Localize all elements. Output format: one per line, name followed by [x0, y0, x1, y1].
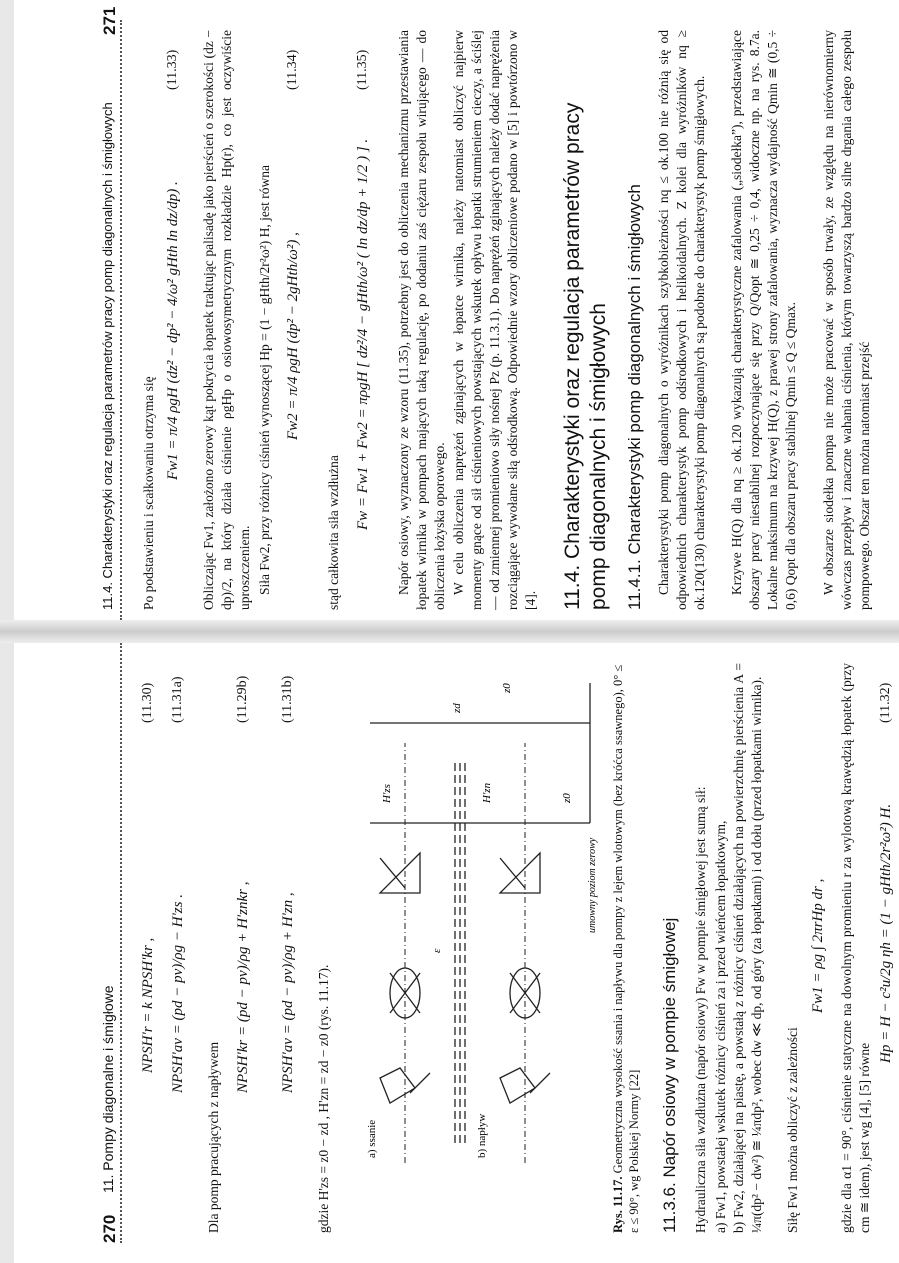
book-gutter — [0, 620, 899, 643]
equation-11-32: Hp = H − c²u/2g ηh = (1 − gHth/2r²ω²) H. — [878, 803, 894, 1063]
paragraph: Napór osiowy, wyznaczony ze wzoru (11.35), potrzebny jest do obliczenia mechanizmu przestawiania łopatek wirnika w pompach mających taką regulację, po dodaniu zaś ciężaru zespołu wirującego — do obliczenia łożyska oporowego. — [396, 30, 447, 610]
section-heading: 11.3.6. Napór osiowy w pompie śmigłowej — [660, 917, 679, 1233]
zero-level-label: umowny poziom zerowy — [587, 837, 598, 933]
paragraph: Po podstawieniu i scałkowaniu otrzyma się — [141, 376, 156, 610]
paragraph: Charakterystyki pomp diagonalnych o wyróżnikach szybkobieżności nq ≤ ok.100 nie różnią się od odpowiednich charakterystyk pomp odśrodkowych i helikoidalnych. Z kolei dla wyróżników nq ≥ ok.120(130) charakterystyki pomp diagonalnych są podobne do charakterystyk pomp śmigłowych. — [656, 30, 707, 610]
header-rule — [120, 20, 122, 620]
equation-11-35: Fw = Fw1 + Fw2 = πρgH [ dz²/4 − gHth/ω² ( ln dz/dp + 1/2 ) ] . — [355, 138, 371, 530]
paragraph: W celu obliczenia naprężeń zginających w łopatce wirnika, należy natomiast obliczyć najpierw momenty gnące od sił ciśnieniowych powstających wskutek opływu łopatki strumieniem cieczy, a ściślej — od zmiennej promieniowo siły nośnej Pz (p. 11.3.1). Do naprężeń zginających należy dodać naprężenia rozciągające wywołane siłą odśrodkową. Odpowiednie wzory obliczeniowe podano w [5] i powtórzono w [4]. — [451, 30, 538, 610]
header-rule — [120, 643, 122, 1243]
paragraph: Hydrauliczna siła wzdłużna (napór osiowy) Fw w pompie śmigłowej jest sumą sił: — [693, 786, 708, 1233]
paragraph: Dla pomp pracujących z napływem — [206, 1041, 221, 1233]
figure-11-17-diagram — [360, 663, 600, 1163]
dim-label: z0 — [561, 793, 573, 803]
paragraph: W obszarze siodełka pompa nie może pracować w sposób trwały, ze względu na nierównomierny wówczas przepływ i znaczne wahania ciśnienia, którym towarzyszą bardzo silne drgania całego zespołu pompowego. Obszar ten można natomiast przejść — [821, 30, 872, 610]
equation-number: (11.31b) — [280, 675, 295, 723]
equation-11-33: Fw1 = π/4 ρgH (dz² − dp² − 4/ω² gHth ln dz/dp) . — [165, 181, 181, 480]
equation-number: (11.30) — [140, 682, 155, 723]
paragraph: Siła Fw2, przy różnicy ciśnień wynoszącej Hp = (1 − gHth/2r²ω²) H, jest równa — [257, 165, 272, 595]
section-heading: 11.4.1. Charakterystyki pomp diagonalnych i śmigłowych — [625, 184, 644, 610]
caption-label: Rys. 11.17. — [611, 1176, 625, 1233]
angle-epsilon: ε — [431, 948, 443, 953]
right-page — [0, 0, 899, 620]
equation-fw1-integral: Fw1 = ρg ∫ 2πrHp dr , — [810, 878, 826, 1013]
equation-number: (11.35) — [355, 49, 370, 90]
page-number: 270 — [100, 1214, 119, 1243]
paragraph: gdzie dla α1 = 90°, ciśnienie statyczne na dowolnym promieniu r za wylotową krawędzią łopatek (przy cm ≅ idem), jest wg [4], [5] równe — [839, 663, 872, 1233]
paragraph: Krzywe H(Q) dla nq ≥ ok.120 wykazują charakterystyczne zafalowania („siodełka”), przedstawiające obszary pracy niestabilnej rozpoczynające się przy Q/Qopt ≅ 0,25 ÷ 0,4, widoczne np. na rys. 8.7a. Lokalne maksimum na krzywej H(Q), z prawej strony zafalowania, wyznacza wydajność Qmin ≅ (0,5 ÷ 0,6) Qopt dla obszaru pracy stabilnej Qmin ≤ Q ≤ Qmax. — [729, 30, 798, 610]
equation-11-30: NPSH'r = k NPSH'kr , — [140, 937, 156, 1073]
caption-text: Geometryczna wysokość ssania i napływu dla pompy z lejem wlotowym (bez króćca ssawnego), 0° ≤ ε ≤ 90°, wg Polskiej Normy [22] — [611, 664, 641, 1233]
equation-number: (11.34) — [285, 49, 300, 90]
paragraph: stąd całkowita siła wzdłużna — [326, 455, 341, 610]
equation-number: (11.32) — [878, 682, 893, 723]
dim-label: H'zs — [381, 784, 393, 803]
running-head: 11. Pompy diagonalne i śmigłowe — [100, 985, 116, 1193]
paragraph: Obliczając Fw1, założono zerowy kąt pokrycia łopatek traktując palisadę jako pierścień o szerokości (dz − dp)/2, na który działa ciśnienie ρgHp o osiowosymetrycznym rozkładzie Hp(r), co jest oczywiście uproszczeniem. — [201, 30, 252, 610]
equation-11-29b: NPSH'kr = (pd − pv)/ρg + H'znkr , — [235, 881, 251, 1093]
dim-label: zd — [451, 703, 463, 713]
equation-11-31b: NPSH'av = (pd − pv)/ρg + H'zn , — [280, 892, 296, 1093]
chapter-heading: 11.4. Charakterystyki oraz regulacja parametrów pracy pomp diagonalnych i śmigłowych — [561, 102, 610, 610]
figure-label-a: a) ssanie — [366, 1119, 378, 1158]
equation-11-31a: NPSH'av = (pd − pv)/ρg − H'zs . — [170, 894, 186, 1093]
list-item: b) Fw2, działającej na piastę, a powstałą z różnicy ciśnień działających na powierzchnię pierścienia A = ¼π(dp² − dw²) ≅ ¼πdp², wobec dw ≪ dp, od góry (za łopatkami) i od dołu (przed łopatkami wirnika). — [731, 663, 764, 1233]
equation-11-34: Fw2 = π/4 ρgH (dp² − 2gHth/ω²) , — [285, 232, 301, 440]
running-head: 11.4. Charakterystyki oraz regulacja parametrów pracy pomp diagonalnych i śmigłowych — [100, 102, 115, 610]
paragraph: Siłę Fw1 można obliczyć z zależności — [785, 1027, 800, 1233]
list-item: a) Fw1, powstałej wskutek różnicy ciśnień za i przed wieńcem łopatkowym, — [713, 820, 728, 1233]
page-number: 271 — [100, 6, 119, 35]
left-page — [0, 643, 899, 1263]
figure-label-b: b) napływ — [476, 1113, 488, 1158]
figure-caption — [610, 663, 642, 1233]
dim-label: z0 — [501, 683, 513, 693]
equation-number: (11.29b) — [235, 675, 250, 723]
equation-number: (11.33) — [165, 49, 180, 90]
equation-number: (11.31a) — [170, 676, 185, 723]
dim-label: H'zn — [481, 782, 493, 803]
paragraph: gdzie H'zs = z0 − zd , H'zn = zd − z0 (rys. 11.17). — [316, 964, 331, 1233]
